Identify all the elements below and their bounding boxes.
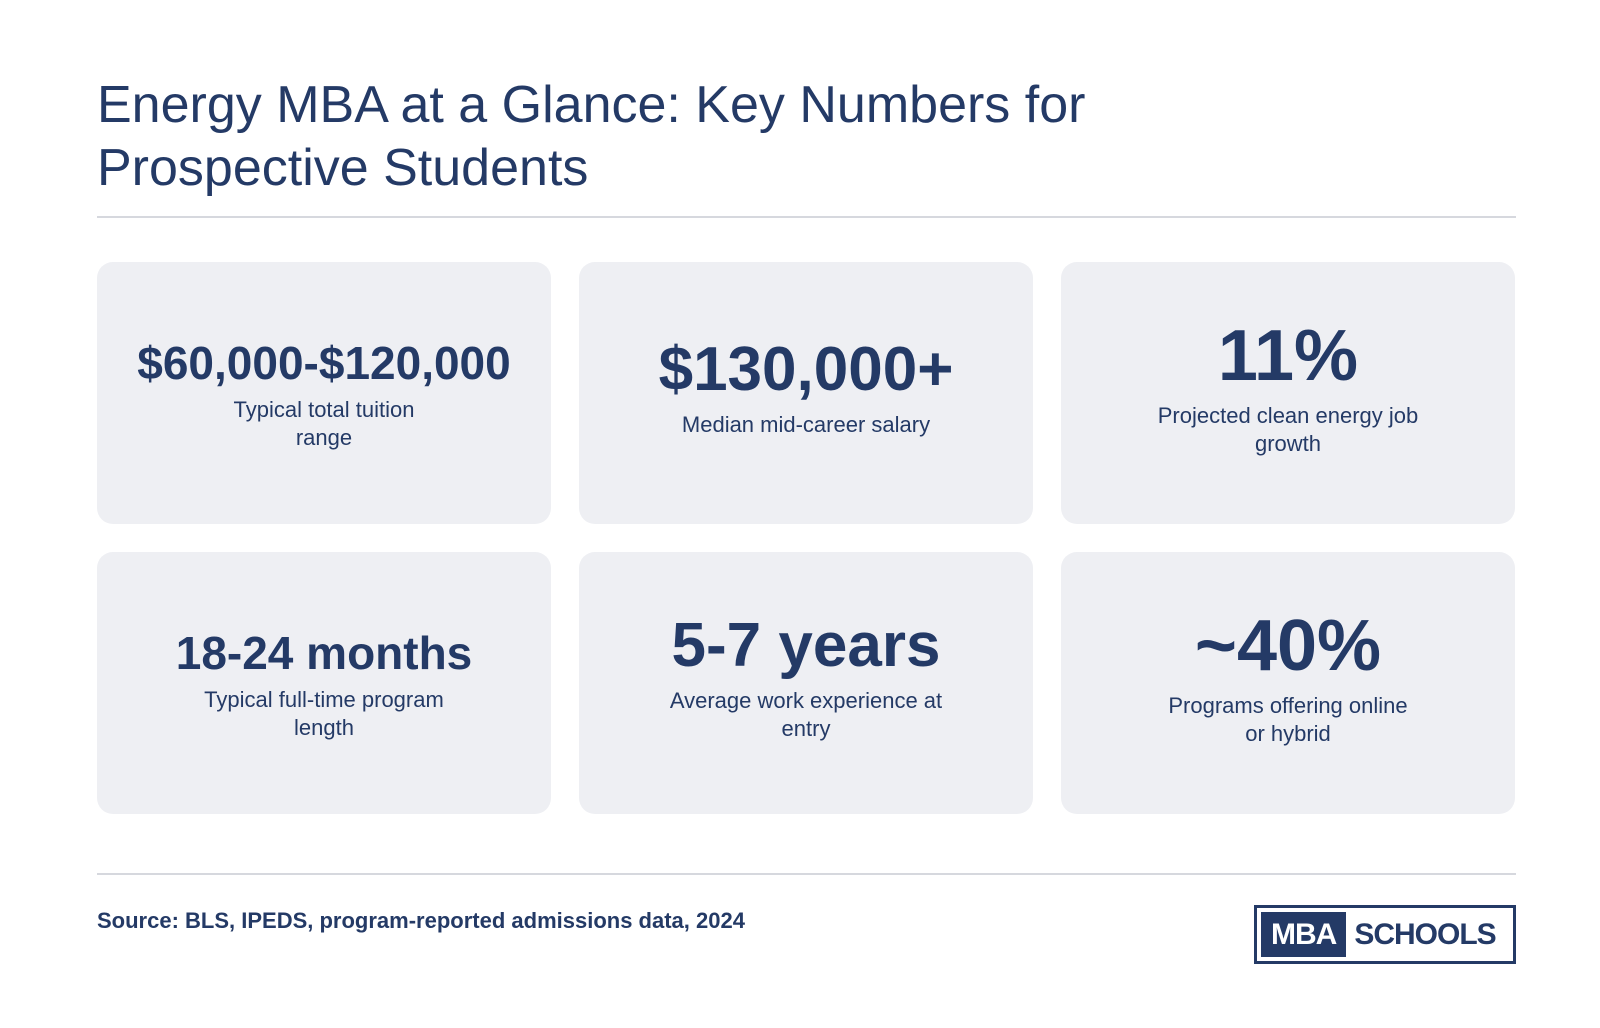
logo-mba-text: MBA: [1261, 912, 1346, 957]
stat-label: Average work experience at entry: [669, 688, 943, 741]
stat-value: $130,000+: [658, 335, 954, 404]
stat-card-online-programs: [1061, 552, 1515, 814]
footer-divider: [97, 873, 1516, 875]
stat-label: Typical total tuition range: [233, 397, 415, 450]
page-title: Energy MBA at a Glance: Key Numbers for Prospective Students: [97, 76, 1086, 197]
header-divider: [97, 216, 1516, 218]
stat-label: Typical full-time program length: [204, 687, 444, 740]
stat-value: $60,000-$120,000: [137, 337, 511, 389]
mba-schools-logo: [1254, 905, 1516, 964]
stat-value: 18-24 months: [175, 627, 473, 679]
stat-card-tuition: [97, 262, 551, 524]
stat-card-job-growth: [1061, 262, 1515, 524]
stat-label: Programs offering online or hybrid: [1168, 693, 1408, 746]
logo-schools-text: SCHOOLS: [1354, 917, 1496, 951]
stat-value: ~40%: [1194, 606, 1382, 686]
stat-grid: [97, 262, 1516, 814]
stat-value: 11%: [1217, 316, 1359, 396]
stat-label: Projected clean energy job growth: [1157, 403, 1419, 456]
stat-card-work-experience: [579, 552, 1033, 814]
stat-card-salary: [579, 262, 1033, 524]
stat-value: 5-7 years: [671, 611, 941, 680]
source-note: Source: BLS, IPEDS, program-reported admissions data, 2024: [97, 908, 745, 933]
stat-label: Median mid-career salary: [681, 412, 931, 437]
stat-card-program-length: [97, 552, 551, 814]
